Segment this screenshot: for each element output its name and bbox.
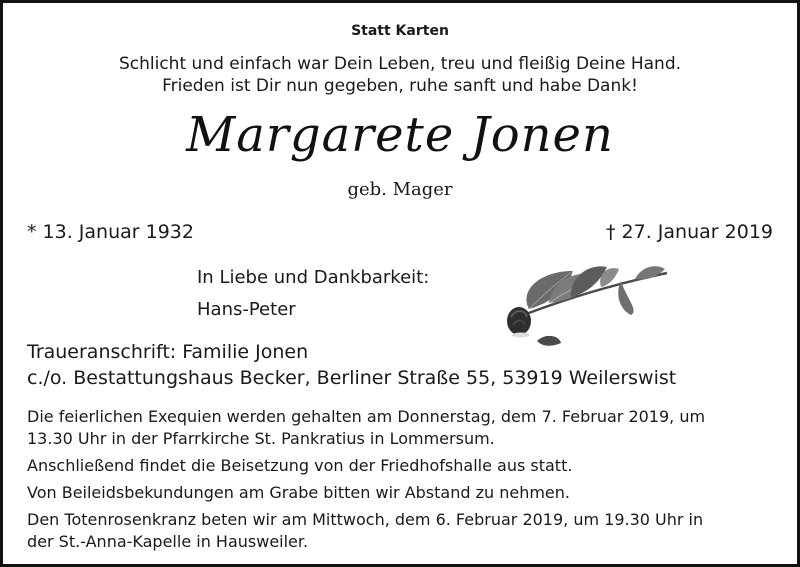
verse-line-2: Frieden ist Dir nun gegeben, ruhe sanft und habe Dank! [162, 76, 638, 96]
deceased-name: Margarete Jonen [186, 107, 614, 163]
verse-line-1: Schlicht und einfach war Dein Leben, treu und fleißig Deine Hand. [118, 54, 682, 74]
detail-exequies-line-1: Die feierlichen Exequien werden gehalten am Donnerstag, dem 7. Februar 2019, um [27, 407, 706, 426]
detail-exequies-line-2: 13.30 Uhr in der Pfarrkirche St. Pankratius in Lommersum. [27, 429, 495, 448]
detail-rosary [27, 509, 705, 553]
rose-icon [489, 251, 689, 351]
detail-condolences: Von Beileidsbekundungen am Grabe bitten wir Abstand zu nehmen. [27, 483, 570, 502]
detail-exequies [27, 406, 705, 450]
mourners-names: Hans-Peter [197, 299, 296, 320]
mourners-intro: In Liebe und Dankbarkeit: [197, 267, 430, 288]
funeral-details [27, 406, 705, 553]
mourners-block [197, 262, 429, 326]
death-date: † 27. Januar 2019 [606, 221, 773, 243]
detail-rosary-line-1: Den Totenrosenkranz beten wir am Mittwoch, dem 6. Februar 2019, um 19.30 Uhr in [27, 510, 704, 529]
header-text: Statt Karten [351, 23, 449, 39]
address-line-2: c./o. Bestattungshaus Becker, Berliner Straße 55, 53919 Weilerswist [27, 367, 677, 389]
detail-rosary-line-2: der St.-Anna-Kapelle in Hausweiler. [27, 532, 309, 551]
memorial-verse [3, 53, 797, 97]
address-line-1: Traueranschrift: Familie Jonen [27, 341, 309, 363]
mourning-address [27, 339, 676, 391]
maiden-name: geb. Mager [347, 179, 453, 200]
detail-burial: Anschließend findet die Beisetzung von der Friedhofshalle aus statt. [27, 456, 573, 475]
birth-date: * 13. Januar 1932 [27, 221, 194, 243]
